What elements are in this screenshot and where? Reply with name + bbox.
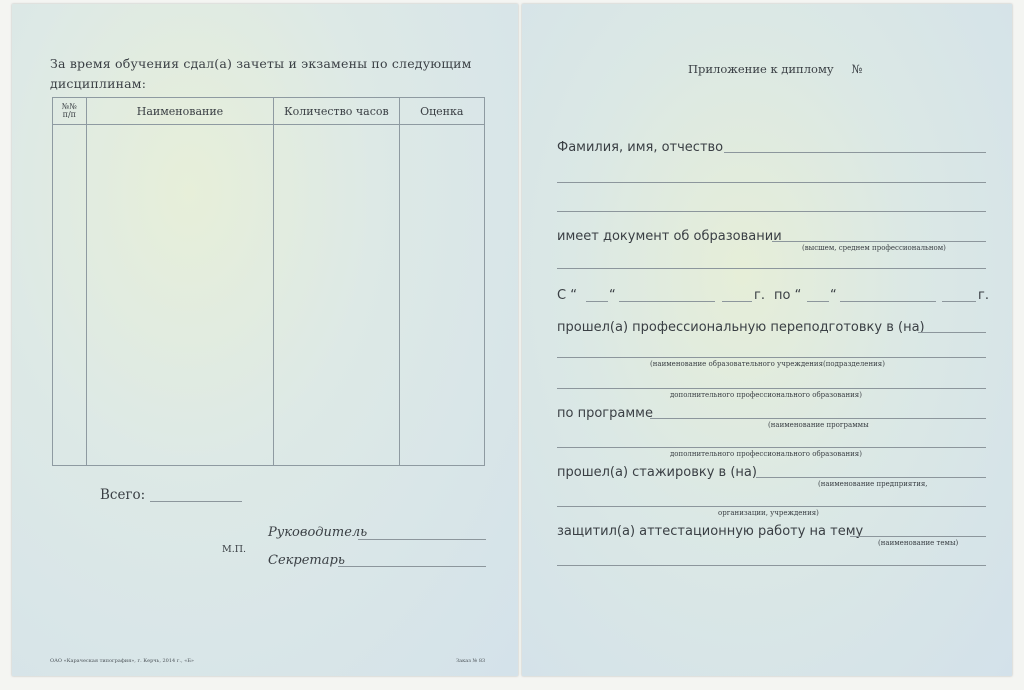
- has-document-hint: (высшем, среднем профессиональном): [802, 244, 946, 252]
- retraining-label: прошел(а) профессиональную переподготовку в (на): [557, 320, 925, 335]
- total-line: [150, 501, 242, 502]
- title-text: Приложение к диплому: [688, 62, 834, 76]
- has-document-label: имеет документ об образовании: [557, 229, 782, 244]
- to-day-line: [807, 301, 829, 302]
- fio-line: [724, 152, 986, 153]
- topic-hint: (наименование темы): [878, 539, 959, 547]
- secretary-signature-line: [338, 566, 486, 567]
- table-body-row: [53, 125, 485, 466]
- title-number-mark: №: [851, 62, 863, 76]
- from-year-line: [722, 301, 752, 302]
- from-prefix: С “: [557, 288, 577, 303]
- from-year-mark: г.: [754, 288, 765, 303]
- topic-line: [850, 536, 986, 537]
- stamp-label: М.П.: [222, 544, 247, 555]
- program-label: по программе: [557, 406, 653, 421]
- to-year-mark: г.: [978, 288, 989, 303]
- head-signature-line: [358, 539, 486, 540]
- cell-name: [86, 125, 274, 466]
- program-line-2: [557, 447, 986, 448]
- page-title: [688, 62, 862, 76]
- institution-line: [557, 357, 986, 358]
- enterprise-hint: (наименование предприятия,: [818, 480, 928, 488]
- to-quote: “: [830, 288, 837, 303]
- col-name: Наименование: [86, 98, 274, 125]
- additional-hint-2: дополнительного профессионального образования): [670, 450, 862, 458]
- fio-line-2: [557, 182, 986, 183]
- col-grade: Оценка: [399, 98, 484, 125]
- internship-line: [756, 477, 986, 478]
- topic-line-2: [557, 565, 986, 566]
- table-header-row: [53, 98, 485, 125]
- order-number: Заказ № 83: [456, 658, 486, 664]
- organization-hint: организации, учреждения): [718, 509, 819, 517]
- col-hours: Количество часов: [274, 98, 399, 125]
- has-document-line: [772, 241, 986, 242]
- from-day-line: [586, 301, 608, 302]
- col-number: №№ п/п: [53, 98, 87, 125]
- program-hint: (наименование программы: [768, 421, 869, 429]
- has-document-line-2: [557, 268, 986, 269]
- intro-line-2: дисциплинам:: [50, 76, 147, 91]
- additional-line: [557, 388, 986, 389]
- to-word: по “: [774, 288, 802, 303]
- left-page: [12, 4, 518, 676]
- cell-hours: [274, 125, 399, 466]
- fio-line-3: [557, 211, 986, 212]
- program-line: [650, 418, 986, 419]
- date-range: [557, 288, 577, 303]
- right-page: [522, 4, 1012, 676]
- organization-line: [557, 506, 986, 507]
- intro-line-1: За время обучения сдал(а) зачеты и экзамены по следующим: [50, 56, 472, 71]
- defended-label: защитил(а) аттестационную работу на тему: [557, 524, 864, 539]
- cell-grade: [399, 125, 484, 466]
- from-month-line: [619, 301, 715, 302]
- to-year-line: [942, 301, 976, 302]
- total-label: Всего:: [100, 487, 146, 503]
- fio-label: Фамилия, имя, отчество: [557, 140, 724, 155]
- cell-number: [53, 125, 87, 466]
- institution-hint: (наименование образовательного учреждения(подразделения): [650, 360, 885, 368]
- additional-hint: дополнительного профессионального образования): [670, 391, 862, 399]
- head-label: Руководитель: [268, 525, 368, 540]
- printer-footer: ОАО «Караческая типография», г. Керчь, 2014 г., «Б»: [50, 658, 194, 664]
- secretary-label: Секретарь: [268, 553, 345, 568]
- from-quote: “: [609, 288, 616, 303]
- grades-table: [52, 97, 485, 466]
- to-month-line: [840, 301, 936, 302]
- internship-label: прошел(а) стажировку в (на): [557, 465, 757, 480]
- retraining-line: [918, 332, 986, 333]
